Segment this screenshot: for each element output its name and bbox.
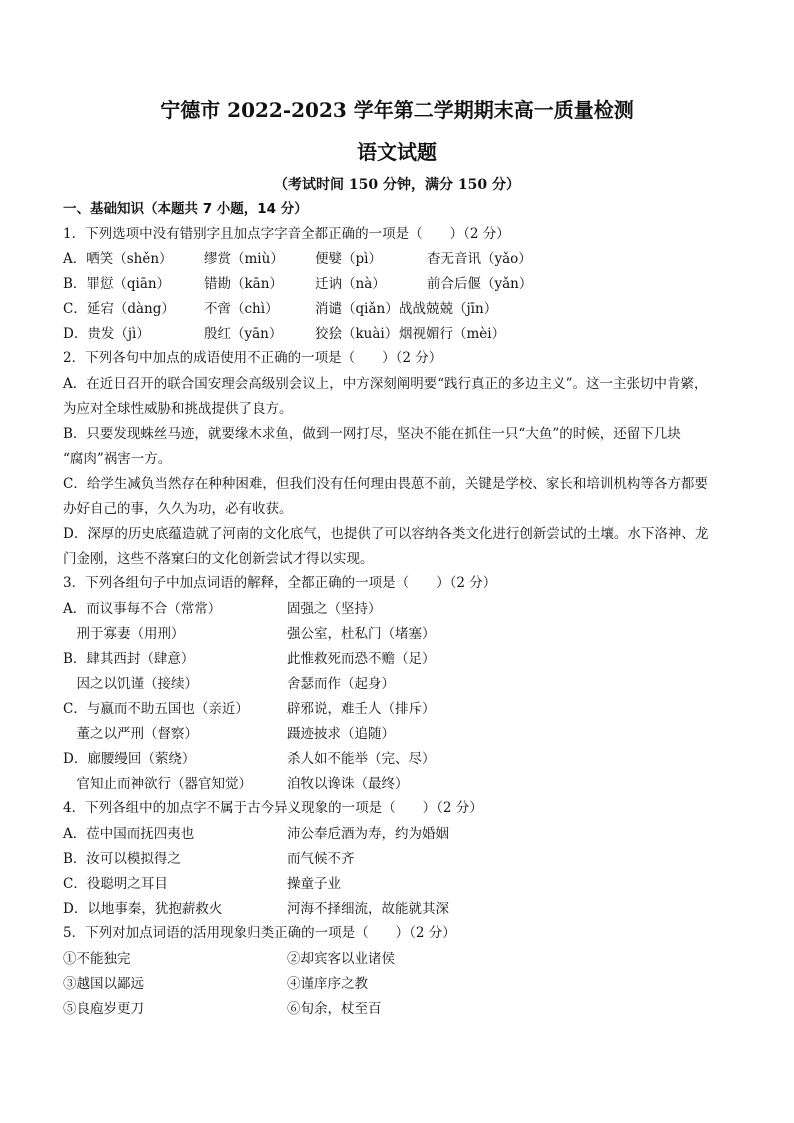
exam-page: 宁德市 2022-2023 学年第二学期期末高一质量检测 语文试题 （考试时间 150 分钟，满分 150 分） 一、基础知识（本题共 7 小题，14 分） 1．下列选项中没有错别字且加点字字音全都正确的一项是（ ）（2 分） A．哂笑（shěn） 缪赏（miù） 便嬖（pì） 杳无音讯（yǎo） B．罪愆（qiān） 错勘（kān） 迁讷（nà） 前合后偃（yǎn） C．延宕（dàng） 不啻（chì） 消谴（qiǎn） 战战兢兢（jīn） D．贵发（jì） 殷红（yān） 狡狯（kuài） 烟视媚行（mèi） 2．下列各句中加点的成语使用不正确的一项是（ ）（2 分） A．在近日召开的联合国安理会高级别会议上，中方深刻阐明要“践行真正的多边主义”。这一主张切中肯綮， 为应对全球性威胁和挑战提供了良方。 B．只要发现蛛丝马迹，就要缘木求鱼，做到一网打尽，坚决不能在抓住一只“大鱼”的时候，还留下几块 “腐肉”祸害一方。 C．给学生减负当然存在种种困难，但我们没有任何理由畏葸不前，关键是学校、家长和培训机构等各方都要 办好自己的事，久久为功，必有收获。 D．深厚的历史底蕴造就了河南的文化底气，也提供了可以容纳各类文化进行创新尝试的土壤。水下洛神、龙 门金刚，这些不落窠臼的文化创新尝试才得以实现。 3．下列各组句子中加点词语的解释，全都正确的一项是（ ）（2 分） A．而议事每不合（常常） 固强之（坚持） 刑于寡妻（用刑） 强公室，杜私门（堵塞） B．肆其西封（肆意） 此惟救死而恐不赡（足） 因之以饥谨（接续） 舍瑟而作（起身） C．与嬴而不助五国也（亲近） 辟邪说，难壬人（排斥） 董之以严刑（督察） 蹑迹披求（追随） D．廊腰缦回（萦绕） 杀人如不能举（完、尽） 官知止而神欲行（器官知觉） 洎牧以谗诛（最终） 4．下列各组中的加点字不属于古今异义现象的一项是（ ）（2 分） A．莅中国而抚四夷也 沛公奉卮酒为寿，约为婚姻 B．汝可以模拟得之 而气候不齐 C．役聪明之耳目 操童子业 D．以地事秦，犹抱薪救火 河海不择细流，故能就其深 5．下列对加点词语的活用现象归类正确的一项是（ ）（2 分） ①不能独完 ②却宾客以业诸侯 ③越国以鄙远 ④谨庠序之教 ⑤良庖岁更刀 ⑥旬余，杖至百: [0, 0, 794, 1123]
exam-title: 宁德市 2022-2023 学年第二学期期末高一质量检测: [160, 98, 634, 122]
q2-option-d-line2: 门金刚，这些不落窠臼的文化创新尝试才得以实现。: [63, 551, 374, 567]
q2-option-c-line2: 办好自己的事，久久为功，必有收获。: [63, 501, 293, 517]
q2-option-b-line2: “腐肉”祸害一方。: [63, 451, 172, 467]
exam-note: （考试时间 150 分钟，满分 150 分）: [274, 177, 520, 193]
q2-stem: 2．下列各句中加点的成语使用不正确的一项是（ ）（2 分）: [63, 350, 443, 366]
q2-option-d-line1: D．深厚的历史底蕴造就了河南的文化底气，也提供了可以容纳各类文化进行创新尝试的土壤。水下洛神、龙: [63, 526, 709, 542]
q2-option-c-line1: C．给学生减负当然存在种种困难，但我们没有任何理由畏葸不前，关键是学校、家长和培训机构等各方都要: [63, 476, 708, 492]
q4-stem: 4．下列各组中的加点字不属于古今异义现象的一项是（ ）（2 分）: [63, 800, 483, 816]
q2-option-a-line2: 为应对全球性威胁和挑战提供了良方。: [63, 401, 293, 417]
exam-subject: 语文试题: [357, 140, 437, 164]
q2-option-b-line1: B．只要发现蛛丝马迹，就要缘木求鱼，做到一网打尽，坚决不能在抓住一只“大鱼”的时候，还留下几块: [63, 426, 681, 442]
q5-stem: 5．下列对加点词语的活用现象归类正确的一项是（ ）（2 分）: [63, 925, 456, 941]
section-heading: 一、基础知识（本题共 7 小题，14 分）: [63, 201, 308, 217]
q2-option-a-line1: A．在近日召开的联合国安理会高级别会议上，中方深刻阐明要“践行真正的多边主义”。这一主张切中肯綮，: [63, 376, 708, 392]
q3-stem: 3．下列各组句子中加点词语的解释，全都正确的一项是（ ）（2 分）: [63, 575, 497, 591]
q1-stem: 1．下列选项中没有错别字且加点字字音全都正确的一项是（ ）（2 分）: [63, 226, 510, 242]
